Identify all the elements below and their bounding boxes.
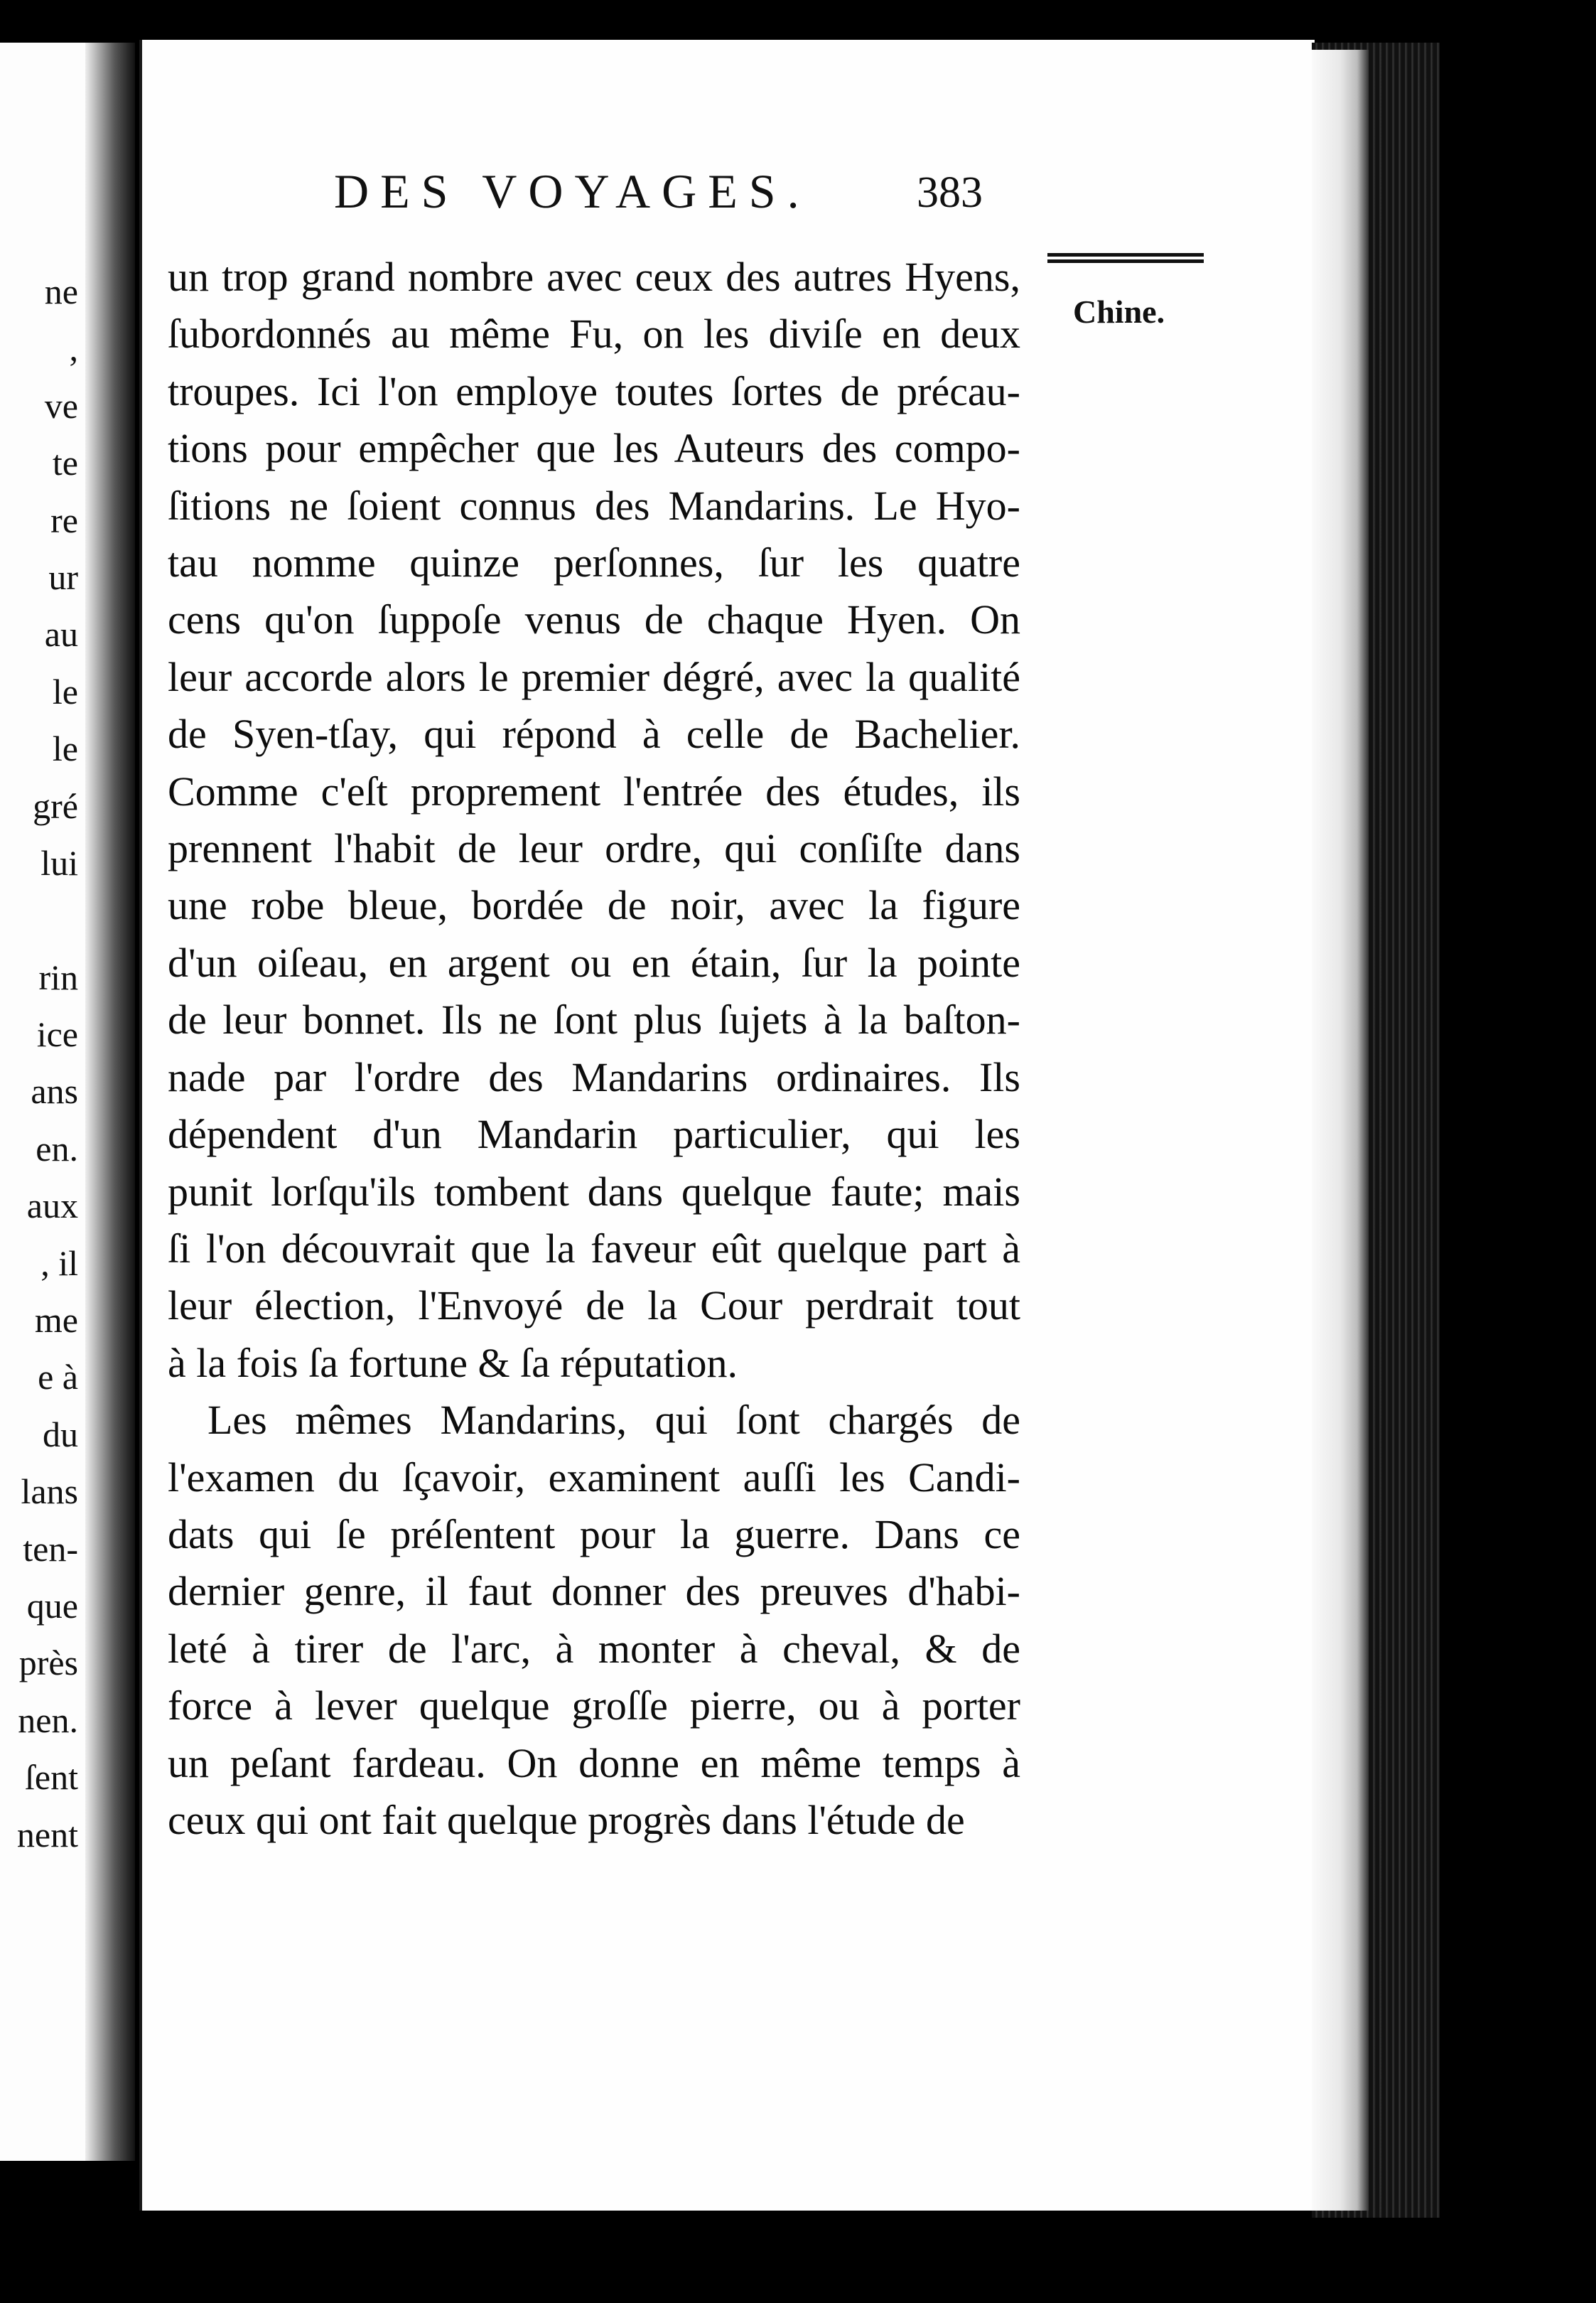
left-fragment bbox=[0, 891, 78, 948]
left-fragment: , bbox=[69, 328, 78, 369]
text-line: ſi l'on découvrait que la faveur eût quelque part à bbox=[168, 1225, 1020, 1272]
text-line: Comme c'eſt proprement l'entrée des études, ils bbox=[168, 768, 1020, 815]
left-page-text-fragments bbox=[0, 263, 82, 1863]
text-line: nade par l'ordre des Mandarins ordinaires. Ils bbox=[168, 1053, 1020, 1100]
text-line: punit lorſqu'ils tombent dans quelque faute; mais bbox=[168, 1168, 1020, 1215]
text-line: troupes. Ici l'on employe toutes ſortes de précau- bbox=[168, 367, 1020, 414]
left-fragment: nen. bbox=[18, 1700, 78, 1740]
text-line: de leur bonnet. Ils ne ſont plus ſujets à la baſton- bbox=[168, 997, 1020, 1043]
left-fragment: me bbox=[34, 1300, 78, 1341]
left-fragment: lui bbox=[41, 842, 78, 883]
left-fragment: du bbox=[43, 1414, 78, 1454]
left-fragment: nent bbox=[16, 1814, 78, 1854]
page-edge-highlight bbox=[1312, 50, 1369, 2211]
text-line: d'un oiſeau, en argent ou en étain, ſur la pointe bbox=[168, 939, 1020, 986]
left-fragment: le bbox=[52, 729, 78, 769]
page-number: 383 bbox=[917, 168, 983, 217]
left-fragment: , il bbox=[41, 1242, 78, 1283]
left-fragment: rin bbox=[38, 957, 78, 997]
text-line: cens qu'on ſuppoſe venus de chaque Hyen. On bbox=[168, 596, 1020, 643]
text-line: de Syen-tſay, qui répond à celle de Bachelier. bbox=[168, 711, 1020, 758]
page-header bbox=[334, 163, 1030, 227]
margin-note: Chine. bbox=[1073, 294, 1165, 330]
text-line: un trop grand nombre avec ceux des autres Hyens, bbox=[168, 254, 1020, 300]
text-line: ſitions ne ſoient connus des Mandarins. Le Hyo- bbox=[168, 482, 1020, 529]
text-line: une robe bleue, bordée de noir, avec la figure bbox=[168, 882, 1020, 929]
text-line: un peſant fardeau. On donne en même temps à bbox=[168, 1739, 1020, 1786]
text-line: ſubordonnés au même Fu, on les diviſe en deux bbox=[168, 311, 1020, 358]
left-fragment: que bbox=[26, 1585, 78, 1626]
left-fragment: e à bbox=[38, 1357, 78, 1397]
text-line: Les mêmes Mandarins, qui ſont chargés de bbox=[207, 1397, 1020, 1444]
body-text bbox=[168, 249, 1020, 1849]
left-fragment: ne bbox=[44, 272, 78, 311]
left-fragment: ten- bbox=[23, 1528, 78, 1569]
left-fragment: en. bbox=[36, 1128, 78, 1169]
margin-rule bbox=[1047, 253, 1204, 272]
text-line: leur élection, l'Envoyé de la Cour perdrait tout bbox=[168, 1282, 1020, 1329]
text-line: dats qui ſe préſentent pour la guerre. Dans ce bbox=[168, 1510, 1020, 1557]
text-line: leté à tirer de l'arc, à monter à cheval, & de bbox=[168, 1625, 1020, 1672]
text-line: tau nomme quinze perſonnes, ſur les quatre bbox=[168, 539, 1020, 586]
left-fragment: ſent bbox=[25, 1757, 78, 1798]
text-line: leur accorde alors le premier dégré, avec la qualité bbox=[168, 653, 1020, 700]
text-line: ceux qui ont fait quelque progrès dans l'étude de bbox=[168, 1796, 965, 1843]
text-line: l'examen du ſçavoir, examinent auſſi les Candi- bbox=[168, 1454, 1020, 1501]
left-fragment: ur bbox=[48, 557, 78, 597]
text-line: dernier genre, il faut donner des preuves d'habi- bbox=[168, 1568, 1020, 1615]
book-gutter bbox=[85, 43, 135, 2161]
left-fragment: gré bbox=[33, 785, 78, 826]
text-line: tions pour empêcher que les Auteurs des compo- bbox=[168, 425, 1020, 472]
left-fragment: aux bbox=[26, 1186, 78, 1226]
left-fragment: ice bbox=[36, 1014, 78, 1055]
left-fragment: lans bbox=[21, 1471, 78, 1512]
left-fragment: près bbox=[18, 1643, 78, 1683]
left-fragment: au bbox=[44, 614, 78, 655]
margin-rule-line bbox=[1047, 259, 1204, 263]
left-fragment: le bbox=[52, 671, 78, 712]
left-fragment: re bbox=[50, 500, 78, 540]
text-line: à la fois ſa fortune & ſa réputation. bbox=[168, 1339, 738, 1386]
left-fragment: ve bbox=[44, 385, 78, 426]
text-line: prennent l'habit de leur ordre, qui conſiſte dans bbox=[168, 825, 1020, 872]
left-fragment: ans bbox=[31, 1071, 78, 1112]
running-title: DES VOYAGES. bbox=[334, 164, 811, 218]
text-line: force à lever quelque groſſe pierre, ou à porter bbox=[168, 1682, 1020, 1729]
margin-rule-line bbox=[1047, 253, 1204, 257]
left-fragment: te bbox=[52, 443, 78, 483]
text-line: dépendent d'un Mandarin particulier, qui les bbox=[168, 1111, 1020, 1158]
